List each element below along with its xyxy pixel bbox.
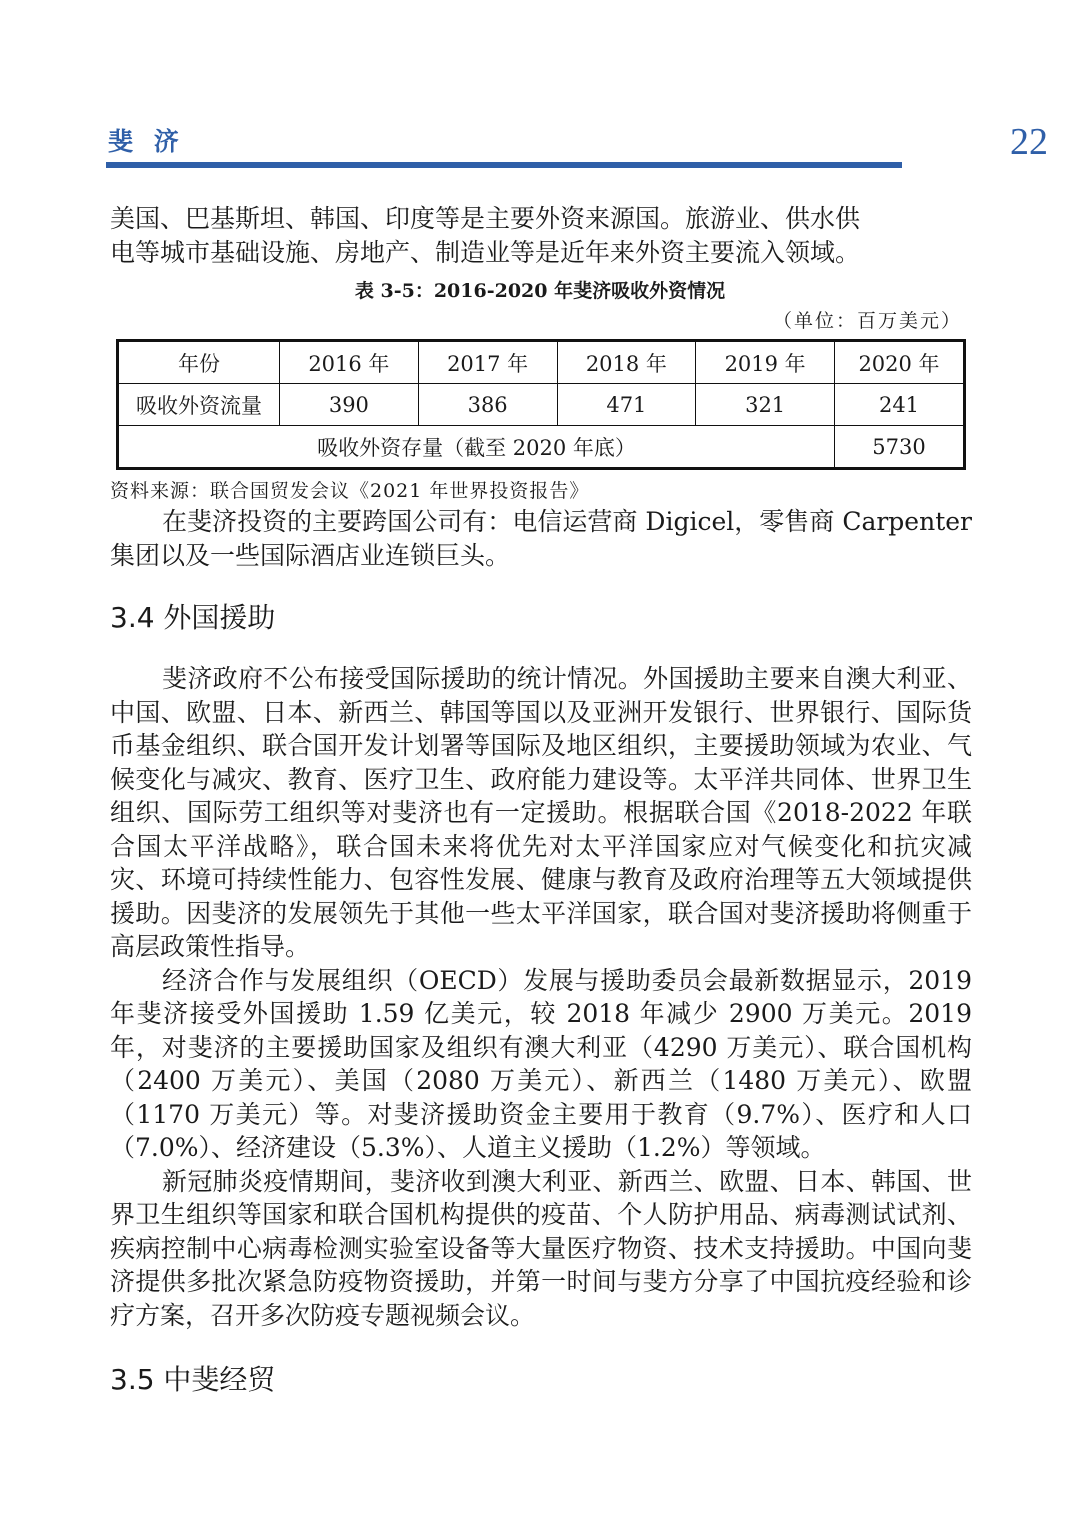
row-label: 吸收外资流量 bbox=[118, 384, 280, 426]
paragraph: 新冠肺炎疫情期间，斐济收到澳大利亚、新西兰、欧盟、日本、韩国、世界卫生组织等国家和联合国机构提供的疫苗、个人防护用品、病毒测试试剂、疾病控制中心病毒检测实验室设备等大量医疗物资、技术支持援助。中国向斐济提供多批次紧急防疫物资援助，并第一时间与斐方分享了中国抗疫经验和诊疗方案，召开多次防疫专题视频会议。 bbox=[110, 1166, 972, 1330]
section-heading-3-5: 3.5 中斐经贸 bbox=[110, 1363, 276, 1396]
page-header-title: 斐 济 bbox=[108, 127, 185, 156]
table-cell: 241 bbox=[835, 384, 965, 426]
paragraph: 经济合作与发展组织（OECD）发展与援助委员会最新数据显示，2019 年斐济接受外国援助 1.59 亿美元，较 2018 年减少 2900 万美元。2019 年，对斐济的主要援助国家及组织有澳大利亚（4290 万美元）、联合国机构（2400 万美元）、美国（2080 万美元）、新西兰（1480 万美元）、欧盟（1170 万美元）等。对斐济援助资金主要用于教育（9.7%）、医疗和人口（7.0%）、经济建设（5.3%）、人道主义援助（1.2%）等领域。 bbox=[110, 965, 972, 1162]
stock-value: 5730 bbox=[835, 426, 965, 469]
intro-line: 美国、巴基斯坦、韩国、印度等是主要外资来源国。旅游业、供水供 bbox=[110, 204, 861, 233]
section-3-4-body bbox=[110, 662, 972, 1332]
table-cell: 321 bbox=[696, 384, 835, 426]
header-cell: 2016 年 bbox=[280, 341, 419, 384]
companies-paragraph: 在斐济投资的主要跨国公司有：电信运营商 Digicel，零售商 Carpenter 集团以及一些国际酒店业连锁巨头。 bbox=[110, 507, 972, 570]
page-number: 22 bbox=[1010, 121, 1048, 163]
table-row bbox=[118, 426, 965, 469]
table-row bbox=[118, 384, 965, 426]
header-cell: 2018 年 bbox=[557, 341, 696, 384]
table-cell: 386 bbox=[418, 384, 557, 426]
intro-paragraph bbox=[110, 202, 972, 269]
header-cell: 年份 bbox=[118, 341, 280, 384]
paragraph: 斐济政府不公布接受国际援助的统计情况。外国援助主要来自澳大利亚、中国、欧盟、日本、新西兰、韩国等国以及亚洲开发银行、世界银行、国际货币基金组织、联合国开发计划署等国际及地区组织，主要援助领域为农业、气候变化与减灾、教育、医疗卫生、政府能力建设等。太平洋共同体、世界卫生组织、国际劳工组织等对斐济也有一定援助。根据联合国《2018-2022 年联合国太平洋战略》，联合国未来将优先对太平洋国家应对气候变化和抗灾减灾、环境可持续性能力、包容性发展、健康与教育及政府治理等五大领域提供援助。因斐济的发展领先于其他一些太平洋国家，联合国对斐济援助将侧重于高层政策性指导。 bbox=[110, 664, 972, 961]
section-heading-3-4: 3.4 外国援助 bbox=[110, 601, 276, 634]
table-cell: 390 bbox=[280, 384, 419, 426]
header-cell: 2017 年 bbox=[418, 341, 557, 384]
table-caption: 表 3-5：2016-2020 年斐济吸收外资情况 bbox=[354, 280, 726, 302]
table-unit: （单位：百万美元） bbox=[772, 310, 962, 332]
table-cell: 471 bbox=[557, 384, 696, 426]
table-header-row bbox=[118, 341, 965, 384]
intro-line: 电等城市基础设施、房地产、制造业等是近年来外资主要流入领域。 bbox=[110, 237, 861, 267]
header-cell: 2020 年 bbox=[835, 341, 965, 384]
fdi-table bbox=[116, 339, 966, 470]
stock-label: 吸收外资存量（截至 2020 年底） bbox=[118, 426, 835, 469]
table-source: 资料来源：联合国贸发会议《2021 年世界投资报告》 bbox=[110, 480, 590, 502]
header-cell: 2019 年 bbox=[696, 341, 835, 384]
header-rule bbox=[106, 162, 902, 168]
